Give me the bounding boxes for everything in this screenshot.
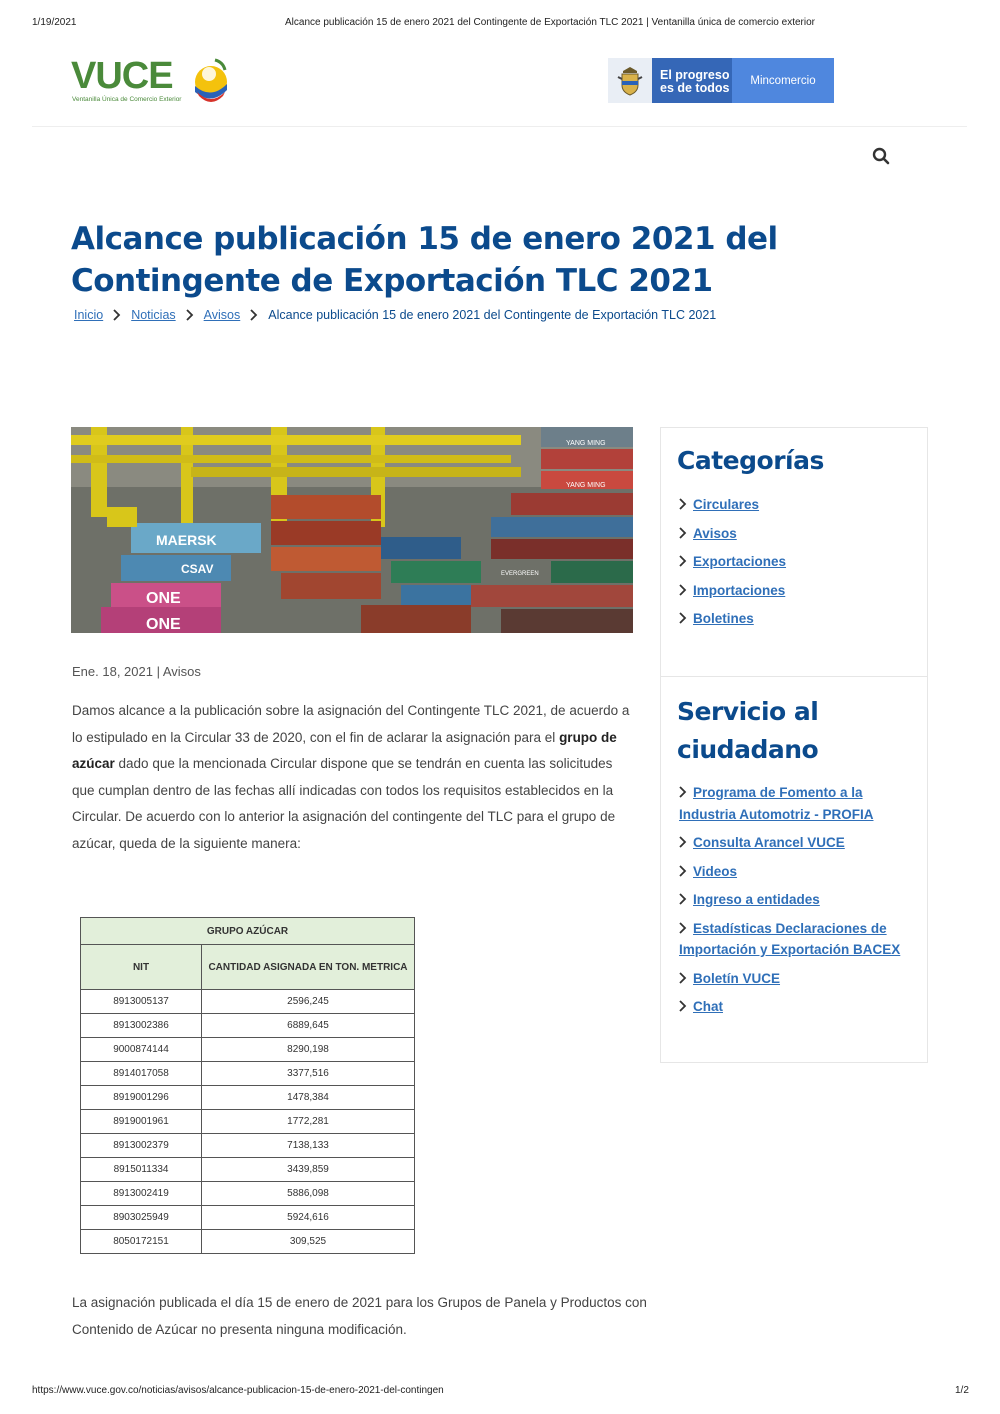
table-row [81, 1230, 415, 1254]
chevron-right-icon [679, 893, 687, 905]
breadcrumb-current: Alcance publicación 15 de enero 2021 del Contingente de Exportación TLC 2021 [268, 308, 717, 322]
sidebar-services [660, 676, 928, 1063]
service-item[interactable] [679, 889, 919, 911]
hero-label-one-2: ONE [146, 616, 181, 633]
print-page-number: 1/2 [955, 1385, 969, 1396]
page-title: Alcance publicación 15 de enero 2021 del Contingente de Exportación TLC 2021 [71, 221, 778, 299]
table-row [81, 1134, 415, 1158]
chevron-right-icon [679, 584, 687, 596]
categories-title: Categorías [677, 446, 824, 475]
breadcrumb-notices[interactable]: Avisos [203, 308, 241, 322]
quantity-cell: 1772,281 [202, 1110, 415, 1134]
service-link[interactable]: Estadísticas Declaraciones de Importación y Exportación BACEX [679, 920, 901, 957]
chevron-right-icon [679, 922, 687, 934]
nit-cell: 8913002419 [81, 1182, 202, 1206]
para1-text-b: dado que la mencionada Circular dispone que se tendrán en cuenta las solicitudes que cumplan dentro de las fechas allí indicadas con todos los requisitos establecidos en la Circular. De acuerdo con lo anterior la asignación del contingente del TLC para el grupo de azúcar, queda de la siguiente manera: [72, 756, 616, 851]
service-item[interactable] [679, 782, 919, 825]
government-banner[interactable] [608, 58, 834, 103]
quantity-cell: 8290,198 [202, 1038, 415, 1062]
hero-label-evergreen: EVERGREEN [501, 571, 539, 577]
table-row [81, 1014, 415, 1038]
gov-slogan [652, 58, 732, 103]
nit-cell: 8919001961 [81, 1110, 202, 1134]
article-meta: Ene. 18, 2021 | Avisos [72, 664, 201, 679]
services-title-line2: ciudadano [677, 735, 819, 764]
table-row [81, 1206, 415, 1230]
quantity-cell: 3439,859 [202, 1158, 415, 1182]
hero-label-one-1: ONE [146, 590, 181, 607]
nit-cell: 8913002386 [81, 1014, 202, 1038]
table-row [81, 1062, 415, 1086]
category-item[interactable] [679, 580, 786, 602]
quantity-cell: 5924,616 [202, 1206, 415, 1230]
table-row [81, 1038, 415, 1062]
chevron-right-icon [679, 498, 687, 510]
category-item[interactable] [679, 551, 786, 573]
logo-subtitle: Ventanilla Única de Comercio Exterior [72, 96, 182, 103]
nit-cell: 8915011334 [81, 1158, 202, 1182]
hero-label-yangming-2: YANG MING [566, 482, 606, 489]
quantity-cell: 5886,098 [202, 1182, 415, 1206]
quantity-cell: 1478,384 [202, 1086, 415, 1110]
chevron-right-icon [679, 836, 687, 848]
chevron-right-icon [679, 612, 687, 624]
chevron-right-icon [679, 786, 687, 798]
nit-cell: 8913005137 [81, 990, 202, 1014]
category-item[interactable] [679, 523, 786, 545]
table-row [81, 990, 415, 1014]
service-link[interactable]: Programa de Fomento a la Industria Automotriz - PROFIA [679, 785, 874, 822]
nit-cell: 8050172151 [81, 1230, 202, 1254]
service-item[interactable] [679, 996, 919, 1018]
quantity-cell: 2596,245 [202, 990, 415, 1014]
ministry-label: Mincomercio [732, 58, 834, 103]
category-link[interactable]: Circulares [693, 497, 760, 512]
table-row [81, 1182, 415, 1206]
service-link[interactable]: Consulta Arancel VUCE [693, 835, 845, 850]
hero-image-containers [71, 427, 633, 633]
search-icon[interactable] [872, 147, 890, 165]
gov-slogan-line2: es de todos [660, 81, 730, 95]
service-link[interactable]: Chat [693, 999, 723, 1014]
sidebar-categories [660, 427, 928, 677]
quantity-cell: 3377,516 [202, 1062, 415, 1086]
hero-label-yangming-1: YANG MING [566, 440, 606, 447]
coat-of-arms-icon [608, 58, 652, 103]
breadcrumb [74, 308, 716, 322]
logo-mark-icon [189, 56, 229, 104]
chevron-right-icon [250, 309, 258, 321]
article-paragraph-2: La asignación publicada el día 15 de enero de 2021 para los Grupos de Panela y Productos con Contenido de Azúcar no presenta ninguna modificación. [72, 1295, 647, 1337]
nit-cell: 8914017058 [81, 1062, 202, 1086]
breadcrumb-news[interactable]: Noticias [131, 308, 176, 322]
services-title [677, 693, 818, 769]
article-paragraph-1 [72, 698, 634, 857]
chevron-right-icon [679, 555, 687, 567]
nit-cell: 8903025949 [81, 1206, 202, 1230]
para1-bold: grupo de azúcar [72, 729, 617, 771]
nit-cell: 8913002379 [81, 1134, 202, 1158]
category-item[interactable] [679, 494, 786, 516]
print-date: 1/19/2021 [32, 17, 77, 28]
chevron-right-icon [679, 865, 687, 877]
services-title-line1: Servicio al [677, 697, 819, 726]
quantity-cell: 309,525 [202, 1230, 415, 1254]
category-link[interactable]: Avisos [693, 525, 737, 541]
quantity-cell: 6889,645 [202, 1014, 415, 1038]
header-divider [32, 126, 967, 127]
logo-word: VUCE [71, 55, 173, 97]
table-header-nit: NIT [81, 945, 202, 990]
table-group-header: GRUPO AZÚCAR [81, 918, 415, 945]
print-url: https://www.vuce.gov.co/noticias/avisos/alcance-publicacion-15-de-enero-2021-del-contingen [32, 1385, 444, 1396]
category-item[interactable] [679, 608, 786, 630]
quantity-cell: 7138,133 [202, 1134, 415, 1158]
category-link[interactable]: Boletines [693, 611, 754, 626]
gov-slogan-line1: El progreso [660, 68, 730, 82]
table-row [81, 1086, 415, 1110]
vuce-logo[interactable] [71, 56, 231, 106]
breadcrumb-home[interactable]: Inicio [74, 308, 104, 322]
hero-label-csav: CSAV [181, 562, 214, 576]
table-row [81, 1110, 415, 1134]
table-header-quantity: CANTIDAD ASIGNADA EN TON. METRICA [202, 945, 415, 990]
category-link[interactable]: Importaciones [693, 582, 786, 598]
allocation-table [80, 917, 415, 1254]
service-item[interactable] [679, 861, 919, 883]
categories-list [679, 494, 786, 637]
hero-label-maersk: MAERSK [156, 532, 217, 548]
chevron-right-icon [679, 972, 687, 984]
services-list [679, 782, 919, 1025]
nit-cell: 9000874144 [81, 1038, 202, 1062]
service-item[interactable] [679, 918, 919, 961]
nit-cell: 8919001296 [81, 1086, 202, 1110]
chevron-right-icon [679, 1000, 687, 1012]
service-item[interactable] [679, 832, 919, 854]
service-item[interactable] [679, 968, 919, 990]
table-row [81, 1158, 415, 1182]
para1-text-a: Damos alcance a la publicación sobre la asignación del Contingente TLC 2021, de acuerdo a lo estipulado en la Circular 33 de 2020, con el fin de aclarar la asignación para el [72, 703, 630, 745]
service-link[interactable]: Ingreso a entidades [693, 892, 820, 907]
chevron-right-icon [186, 309, 194, 321]
chevron-right-icon [113, 309, 121, 321]
chevron-right-icon [679, 527, 687, 539]
print-title: Alcance publicación 15 de enero 2021 del Contingente de Exportación TLC 2021 | Ventanilla única de comercio exterior [285, 17, 815, 28]
service-link[interactable]: Boletín VUCE [693, 970, 781, 986]
category-link[interactable]: Exportaciones [693, 554, 787, 569]
service-link[interactable]: Videos [693, 863, 738, 879]
